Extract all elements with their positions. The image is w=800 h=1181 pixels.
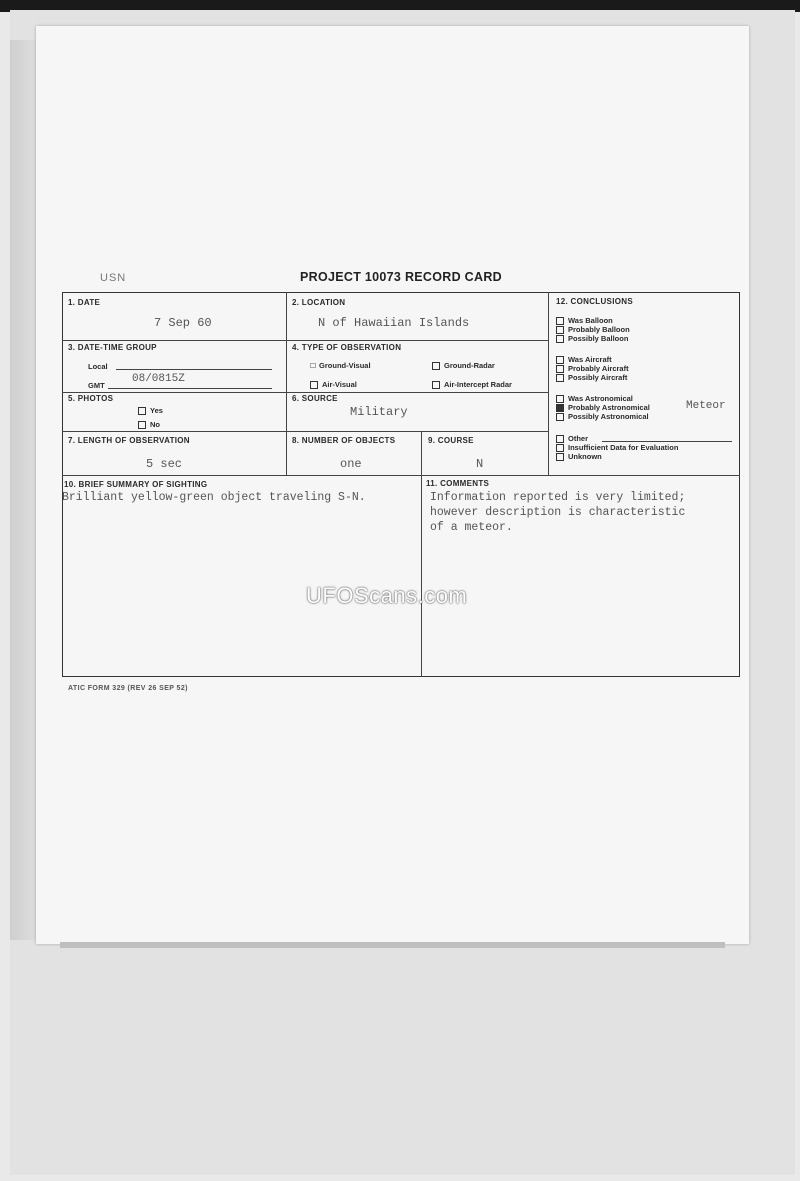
photos-label: 5. PHOTOS xyxy=(68,394,114,403)
probably-balloon-checkbox[interactable] xyxy=(556,326,564,334)
grid-line xyxy=(421,431,422,677)
photos-yes-option xyxy=(138,406,163,415)
unknown-checkbox[interactable] xyxy=(556,453,564,461)
other-line xyxy=(602,441,732,442)
was-astronomical-checkbox[interactable] xyxy=(556,395,564,403)
possibly-balloon-checkbox[interactable] xyxy=(556,335,564,343)
source-label: 6. SOURCE xyxy=(292,394,338,403)
summary-label: 10. BRIEF SUMMARY OF SIGHTING xyxy=(64,480,208,489)
possibly-astronomical-text: Possibly Astronomical xyxy=(568,412,649,421)
summary-value: Brilliant yellow-green object traveling S-N. xyxy=(62,491,366,504)
sheet-shadow xyxy=(60,942,725,948)
grid-line xyxy=(62,340,548,341)
possibly-aircraft-option xyxy=(556,373,627,382)
probably-astronomical-text: Probably Astronomical xyxy=(568,403,650,412)
location-label: 2. LOCATION xyxy=(292,298,346,307)
air-intercept-radar-text: Air-Intercept Radar xyxy=(444,380,512,389)
air-intercept-radar-checkbox[interactable] xyxy=(432,381,440,389)
grid-line xyxy=(62,392,548,393)
was-astronomical-option xyxy=(556,394,633,403)
possibly-astronomical-checkbox[interactable] xyxy=(556,413,564,421)
possibly-balloon-text: Possibly Balloon xyxy=(568,334,629,343)
length-value: 5 sec xyxy=(146,457,183,471)
location-value: N of Hawaiian Islands xyxy=(318,316,470,330)
gmt-value: 08/0815Z xyxy=(132,373,185,385)
comments-line-2: however description is characteristic xyxy=(430,506,686,519)
possibly-balloon-option xyxy=(556,334,628,343)
was-astronomical-text: Was Astronomical xyxy=(568,394,633,403)
conclusions-label: 12. CONCLUSIONS xyxy=(556,297,633,306)
photos-yes-text: Yes xyxy=(150,406,163,415)
form-number: ATIC FORM 329 (REV 26 SEP 52) xyxy=(68,685,188,692)
possibly-astronomical-option xyxy=(556,412,649,421)
other-checkbox[interactable] xyxy=(556,435,564,443)
course-value: N xyxy=(476,457,484,471)
length-label: 7. LENGTH OF OBSERVATION xyxy=(68,436,190,445)
type-of-observation-label: 4. TYPE OF OBSERVATION xyxy=(292,343,402,352)
local-line xyxy=(116,369,272,370)
card-title: PROJECT 10073 RECORD CARD xyxy=(300,270,502,284)
date-value: 7 Sep 60 xyxy=(154,316,212,330)
insufficient-option xyxy=(556,443,678,452)
grid-line xyxy=(286,292,287,475)
local-label: Local xyxy=(88,362,108,371)
probably-astronomical-checkbox[interactable] xyxy=(556,404,564,412)
insufficient-text: Insufficient Data for Evaluation xyxy=(568,443,679,452)
was-balloon-option xyxy=(556,316,613,325)
grid-line xyxy=(62,475,740,476)
possibly-aircraft-checkbox[interactable] xyxy=(556,374,564,382)
air-intercept-radar-option xyxy=(432,380,512,389)
probably-balloon-option xyxy=(556,325,630,334)
comments-label: 11. COMMENTS xyxy=(426,479,490,488)
grid-line xyxy=(548,292,549,475)
ground-visual-checkbox[interactable]: ☐ xyxy=(310,361,317,372)
ground-radar-text: Ground-Radar xyxy=(444,361,495,370)
air-visual-text: Air-Visual xyxy=(322,380,357,389)
was-balloon-checkbox[interactable] xyxy=(556,317,564,325)
unknown-option xyxy=(556,452,602,461)
unknown-text: Unknown xyxy=(568,452,602,461)
probably-aircraft-option xyxy=(556,364,629,373)
possibly-aircraft-text: Possibly Aircraft xyxy=(568,373,628,382)
gmt-label: GMT xyxy=(88,381,105,390)
photos-no-checkbox[interactable] xyxy=(138,421,146,429)
number-of-objects-value: one xyxy=(340,457,362,471)
probably-astronomical-option xyxy=(556,403,650,412)
source-value: Military xyxy=(350,405,408,419)
grid-line xyxy=(62,431,548,432)
ground-radar-checkbox[interactable] xyxy=(432,362,440,370)
was-aircraft-text: Was Aircraft xyxy=(568,355,612,364)
usn-stamp: USN xyxy=(100,272,127,284)
datetime-group-label: 3. DATE-TIME GROUP xyxy=(68,343,157,352)
photos-yes-checkbox[interactable] xyxy=(138,407,146,415)
air-visual-checkbox[interactable] xyxy=(310,381,318,389)
date-label: 1. DATE xyxy=(68,298,101,307)
was-aircraft-checkbox[interactable] xyxy=(556,356,564,364)
insufficient-checkbox[interactable] xyxy=(556,444,564,452)
gmt-line xyxy=(108,388,272,389)
ground-visual-text: Ground-Visual xyxy=(319,361,371,370)
other-text: Other xyxy=(568,434,589,443)
was-aircraft-option xyxy=(556,355,612,364)
other-option xyxy=(556,434,588,443)
ground-radar-option xyxy=(432,361,495,370)
photos-no-text: No xyxy=(150,420,160,429)
probably-balloon-text: Probably Balloon xyxy=(568,325,630,334)
watermark: UFOScans.com xyxy=(306,583,468,608)
ground-visual-option xyxy=(310,361,371,371)
number-of-objects-label: 8. NUMBER OF OBJECTS xyxy=(292,436,396,445)
was-balloon-text: Was Balloon xyxy=(568,316,613,325)
comments-line-1: Information reported is very limited; xyxy=(430,491,686,504)
photos-no-option xyxy=(138,420,160,429)
comments-line-3: of a meteor. xyxy=(430,521,513,534)
probably-aircraft-text: Probably Aircraft xyxy=(568,364,629,373)
probably-aircraft-checkbox[interactable] xyxy=(556,365,564,373)
astronomical-note: Meteor xyxy=(686,400,726,412)
scan-left-shade xyxy=(10,40,36,940)
course-label: 9. COURSE xyxy=(428,436,474,445)
air-visual-option xyxy=(310,380,357,389)
